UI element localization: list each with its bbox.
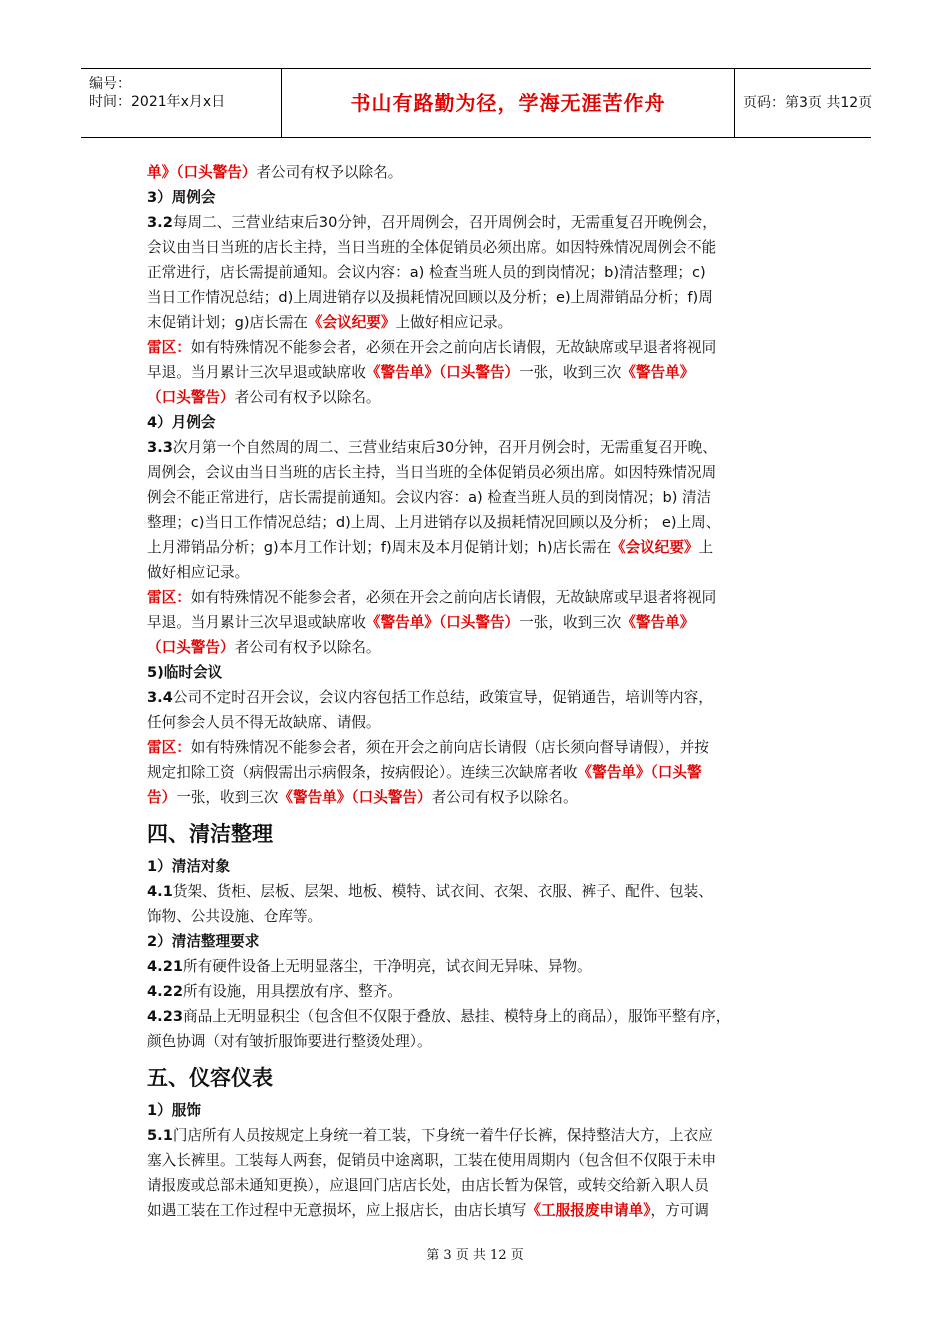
text-line: 饰物、公共设施、仓库等。 xyxy=(147,908,323,925)
text-line: 正常进行，店长需提前通知。会议内容：a) 检查当班人员的到岗情况；b)清洁整理；c) xyxy=(147,264,706,281)
document-body xyxy=(147,160,827,1223)
warning-paragraph: 雷区：如有特殊情况不能参会者，必须在开会之前向店长请假，无故缺席或早退者将视同 xyxy=(147,589,717,606)
text-line: （口头警告）者公司有权予以除名。 xyxy=(147,639,381,656)
text-line: 规定扣除工资（病假需出示病假条，按病假论）。连续三次缺席者收《警告单》（口头警 xyxy=(147,764,702,781)
clause-paragraph: 3.2每周二、三营业结束后30分钟，召开周例会，召开周例会时，无需重复召开晚例会， xyxy=(147,214,717,231)
subsection-heading: 4）月例会 xyxy=(147,414,216,431)
text-line: 颜色协调（对有皱折服饰要进行整烫处理）。 xyxy=(147,1033,432,1050)
page-header xyxy=(81,68,871,138)
text-line: 告）一张，收到三次《警告单》（口头警告）者公司有权予以除名。 xyxy=(147,789,578,806)
clause-paragraph: 4.22所有设施，用具摆放有序、整齐。 xyxy=(147,983,402,1000)
text-line: 末促销计划；g)店长需在《会议纪要》上做好相应记录。 xyxy=(147,314,513,331)
header-meta-cell xyxy=(81,69,282,137)
text-line: 上月滞销品分析；g)本月工作计划；f)周末及本月促销计划；h)店长需在《会议纪要》上 xyxy=(147,539,714,556)
text-line: 会议由当日当班的店长主持，当日当班的全体促销员必须出席。如因特殊情况周例会不能 xyxy=(147,239,717,256)
text-line: 塞入长裤里。工装每人两套，促销员中途离职，工装在使用周期内（包含但不仅限于未申 xyxy=(147,1152,717,1169)
clause-paragraph: 5.1门店所有人员按规定上身统一着工装，下身统一着牛仔长裤，保持整洁大方，上衣应 xyxy=(147,1127,713,1144)
text-line: 任何参会人员不得无故缺席、请假。 xyxy=(147,714,381,731)
clause-paragraph: 4.1货架、货柜、层板、层架、地板、模特、试衣间、衣架、衣服、裤子、配件、包装、 xyxy=(147,883,713,900)
text-line: 整理；c)当日工作情况总结；d)上周、上月进销存以及损耗情况回顾以及分析； e)上周、 xyxy=(147,514,721,531)
text-line: 周例会，会议由当日当班的店长主持，当日当班的全体促销员必须出席。如因特殊情况周 xyxy=(147,464,717,481)
text-line: 做好相应记录。 xyxy=(147,564,250,581)
doc-date-label: 时间：2021年x月x日 xyxy=(89,94,226,110)
header-page-number: 页码：第3页 共12页 xyxy=(743,95,873,111)
page-footer: 第 3 页 共 12 页 xyxy=(426,1248,524,1263)
text-line: 例会不能正常进行，店长需提前通知。会议内容：a) 检查当班人员的到岗情况；b) 清洁 xyxy=(147,489,712,506)
doc-code-label: 编号： xyxy=(89,76,131,92)
text-line: 单》（口头警告）者公司有权予以除名。 xyxy=(147,164,403,181)
clause-paragraph: 4.21所有硬件设备上无明显落尘，干净明亮，试衣间无异味、异物。 xyxy=(147,958,592,975)
subsection-heading: 5)临时会议 xyxy=(147,664,223,681)
text-line: 早退。当月累计三次早退或缺席收《警告单》（口头警告）一张，收到三次《警告单》 xyxy=(147,614,695,631)
subsection-heading: 1）服饰 xyxy=(147,1102,201,1119)
warning-paragraph: 雷区：如有特殊情况不能参会者，须在开会之前向店长请假（店长须向督导请假），并按 xyxy=(147,739,709,756)
subsection-heading: 3）周例会 xyxy=(147,189,216,206)
text-line: 早退。当月累计三次早退或缺席收《警告单》（口头警告）一张，收到三次《警告单》 xyxy=(147,364,695,381)
text-line: 当日工作情况总结；d)上周进销存以及损耗情况回顾以及分析；e)上周滞销品分析；f)周 xyxy=(147,289,713,306)
subsection-heading: 1）清洁对象 xyxy=(147,858,231,875)
text-line: 如遇工装在工作过程中无意损坏，应上报店长，由店长填写《工服报废申请单》，方可调 xyxy=(147,1202,709,1219)
section-heading-cleaning: 四、清洁整理 xyxy=(147,822,273,846)
clause-paragraph: 3.3次月第一个自然周的周二、三营业结束后30分钟，召开月例会时，无需重复召开晚、 xyxy=(147,439,717,456)
clause-paragraph: 4.23商品上无明显积尘（包含但不仅限于叠放、悬挂、模特身上的商品），服饰平整有序， xyxy=(147,1008,731,1025)
clause-paragraph: 3.4公司不定时召开会议，会议内容包括工作总结，政策宣导，促销通告，培训等内容， xyxy=(147,689,713,706)
section-heading-appearance: 五、仪容仪表 xyxy=(147,1066,273,1090)
header-motto: 书山有路勤为径，学海无涯苦作舟 xyxy=(350,91,666,115)
header-page-cell xyxy=(735,69,871,137)
text-line: 请报废或总部未通知更换），应退回门店店长处，由店长暂为保管，或转交给新入职人员 xyxy=(147,1177,709,1194)
warning-paragraph: 雷区：如有特殊情况不能参会者，必须在开会之前向店长请假，无故缺席或早退者将视同 xyxy=(147,339,717,356)
text-line: （口头警告）者公司有权予以除名。 xyxy=(147,389,381,406)
subsection-heading: 2）清洁整理要求 xyxy=(147,933,260,950)
header-motto-cell xyxy=(282,69,735,137)
